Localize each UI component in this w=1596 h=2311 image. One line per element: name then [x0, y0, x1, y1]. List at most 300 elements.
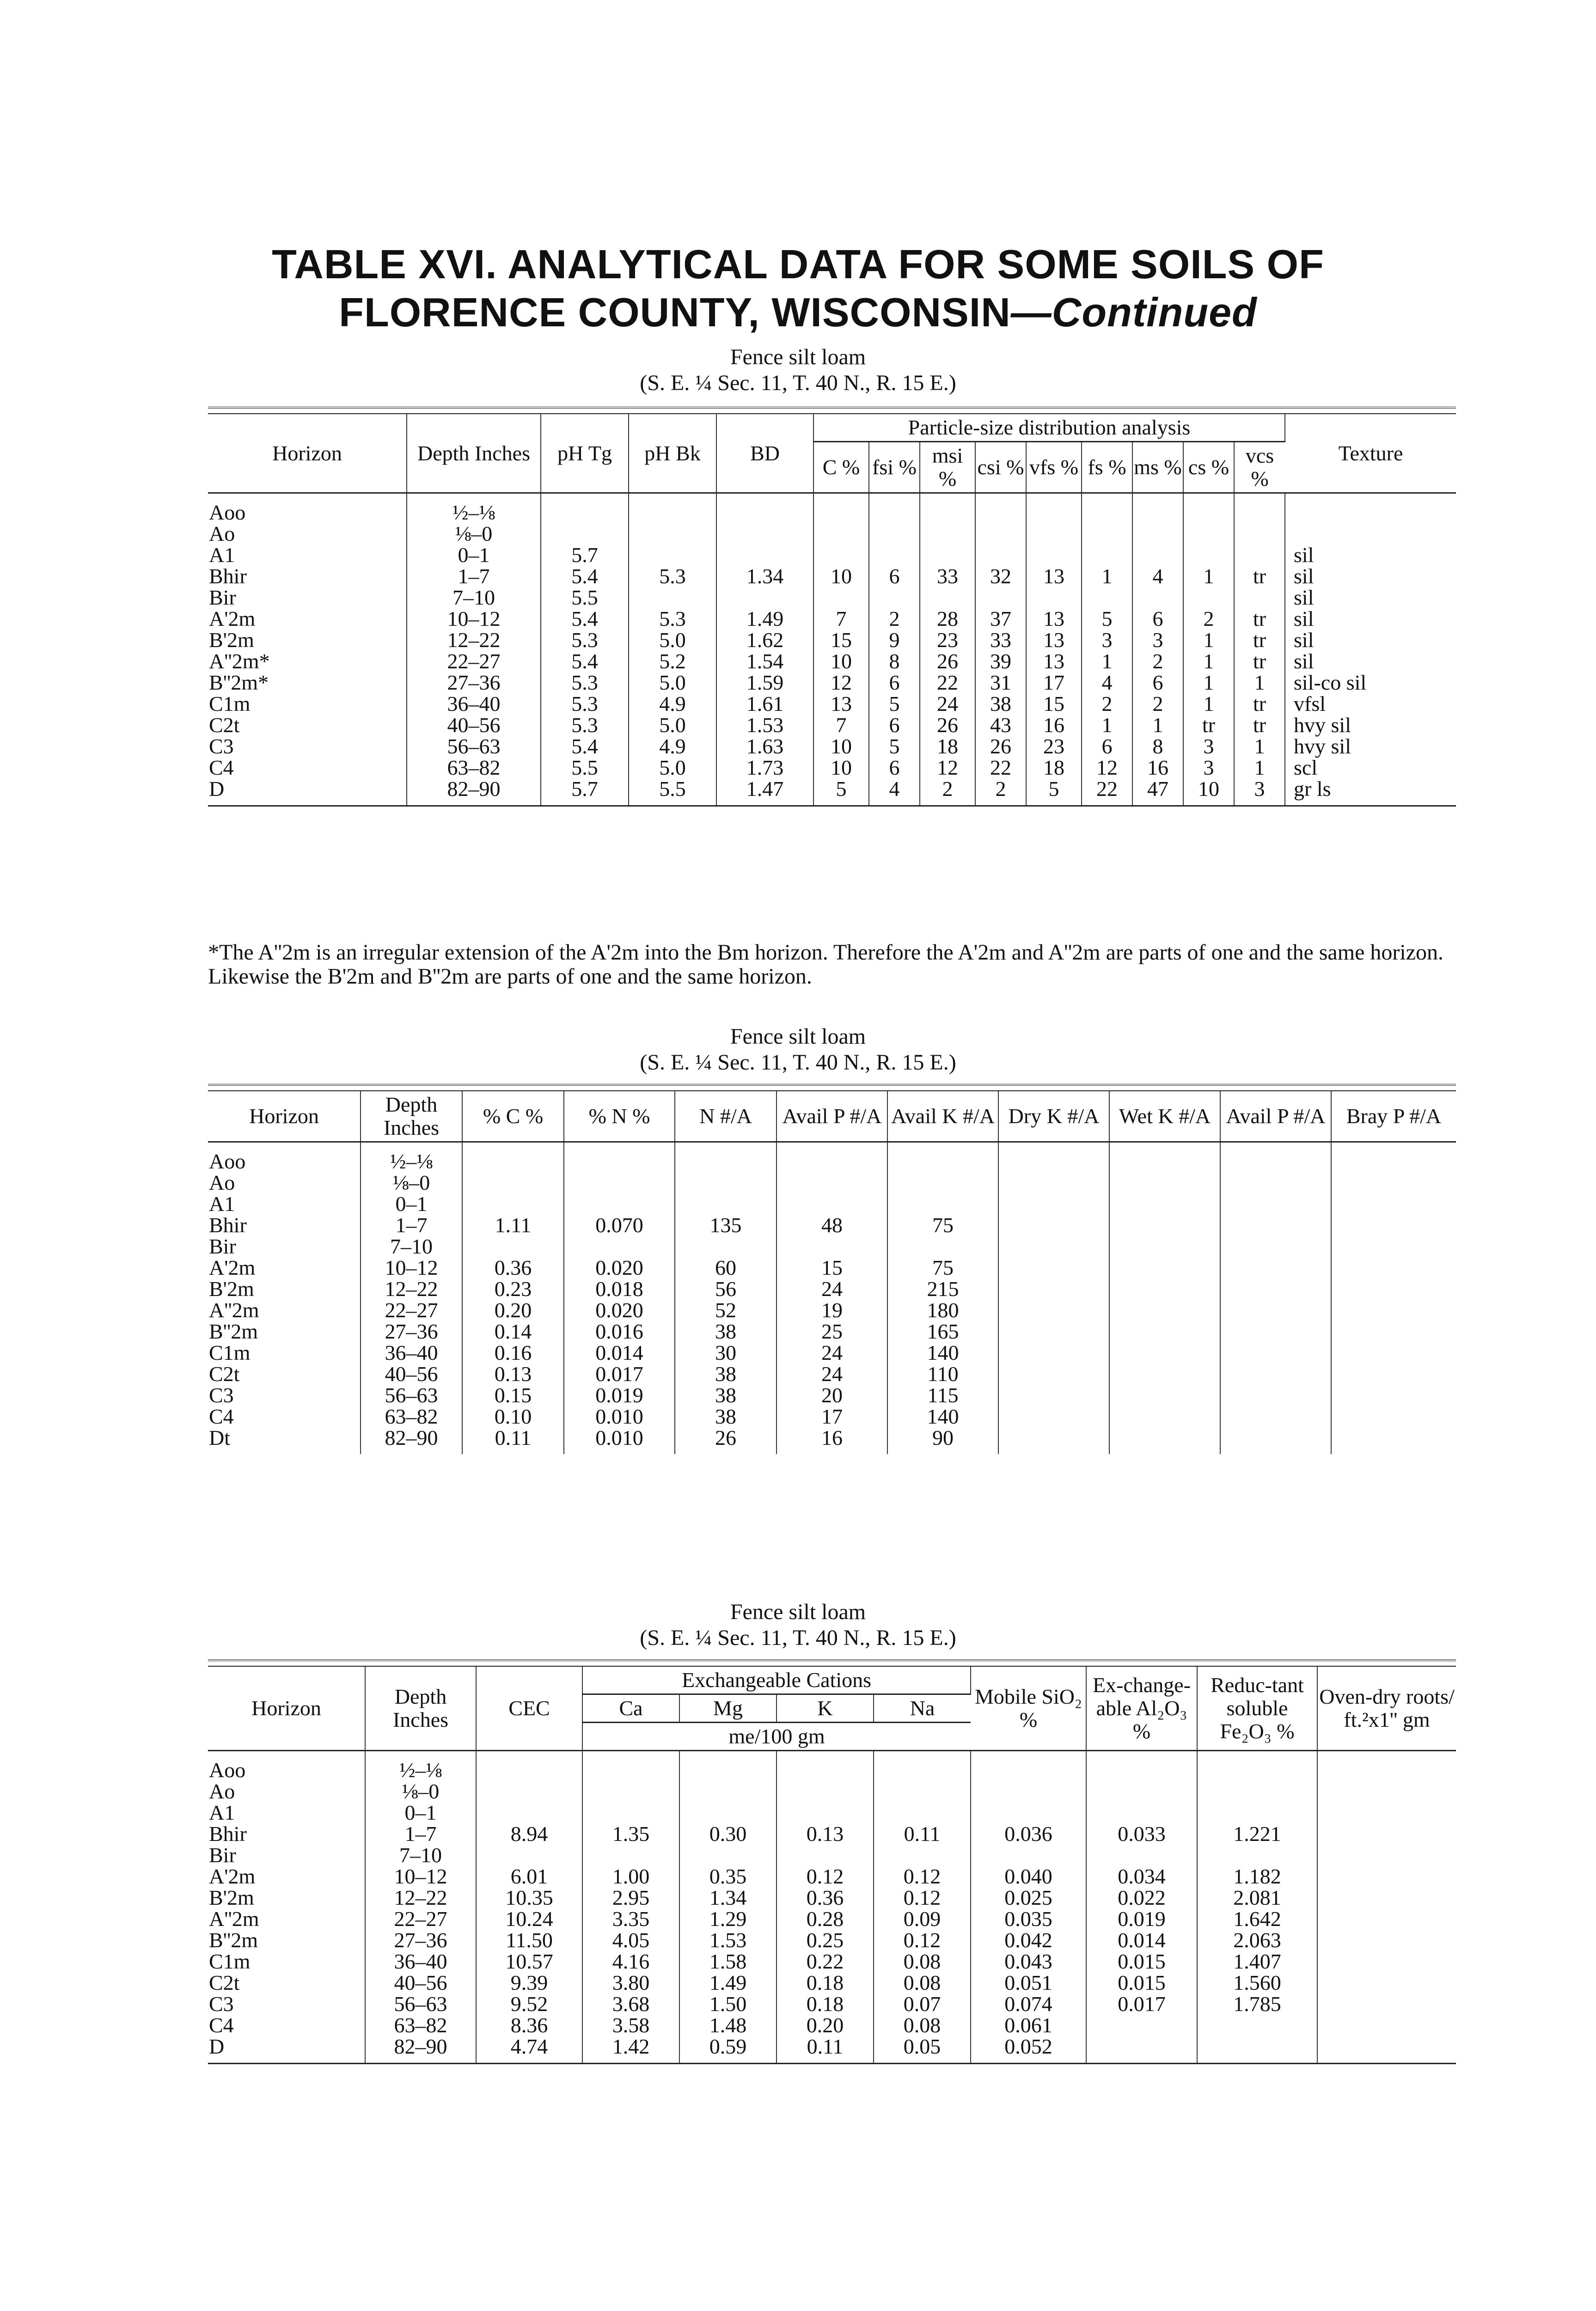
table-row	[208, 1300, 1456, 1321]
empty-cell	[1109, 1427, 1220, 1454]
depth-cell: 63–82	[407, 757, 541, 778]
vfs-cell: 18	[1026, 757, 1082, 778]
percent-c-cell: 0.13	[462, 1363, 564, 1385]
empty-cell	[1317, 1887, 1456, 1908]
depth-cell: 36–40	[361, 1342, 462, 1363]
header-c: C %	[813, 442, 869, 493]
horizon-cell: Bhir	[208, 566, 407, 587]
header-horizon: Horizon	[208, 1091, 361, 1142]
ph-tg-cell: 5.4	[541, 566, 629, 587]
vfs-cell: 5	[1026, 778, 1082, 805]
msi-cell: 24	[920, 693, 975, 715]
table-row	[208, 566, 1456, 587]
n-per-acre-cell	[675, 1236, 777, 1257]
bd-cell	[716, 523, 813, 544]
header-depth: Depth Inches	[365, 1667, 476, 1751]
table3-section	[208, 1659, 1456, 2064]
horizon-cell: C1m	[208, 693, 407, 715]
table-row	[208, 1951, 1456, 1972]
horizon-cell: Dt	[208, 1427, 361, 1454]
al2o3-cell: 0.014	[1086, 1930, 1197, 1951]
ms-cell: 2	[1132, 651, 1183, 672]
cs-cell: 1	[1183, 672, 1234, 693]
header-percent-c: % C %	[462, 1091, 564, 1142]
depth-cell: 0–1	[365, 1802, 476, 1823]
al2o3-cell: 0.015	[1086, 1951, 1197, 1972]
vfs-cell: 13	[1026, 566, 1082, 587]
horizon-cell: B'2m	[208, 1887, 365, 1908]
empty-cell	[998, 1385, 1109, 1406]
horizon-cell: C2t	[208, 1972, 365, 1993]
sio2-cell: 0.074	[971, 1993, 1086, 2015]
percent-n-cell: 0.020	[564, 1257, 675, 1278]
header-units: me/100 gm	[582, 1723, 971, 1751]
ms-cell: 6	[1132, 672, 1183, 693]
header-exchangeable-cations: Exchangeable Cations	[582, 1667, 971, 1694]
avail-p-cell: 24	[777, 1342, 887, 1363]
table-row	[208, 778, 1456, 805]
table-row	[208, 672, 1456, 693]
sio2-cell: 0.040	[971, 1866, 1086, 1887]
table-row	[208, 651, 1456, 672]
avail-p-cell: 15	[777, 1257, 887, 1278]
ms-cell	[1132, 544, 1183, 566]
ms-cell: 2	[1132, 693, 1183, 715]
header-vfs: vfs %	[1026, 442, 1082, 493]
mg-cell: 0.59	[679, 2036, 777, 2063]
depth-cell: 40–56	[365, 1972, 476, 1993]
vcs-cell: tr	[1234, 715, 1285, 736]
avail-k-cell: 215	[887, 1278, 998, 1300]
na-cell: 0.09	[874, 1908, 971, 1930]
header-roots: Oven-dry roots/ ft.²x1'' gm	[1317, 1667, 1456, 1751]
cs-cell	[1183, 523, 1234, 544]
empty-cell	[1109, 1172, 1220, 1193]
csi-cell: 37	[975, 608, 1026, 630]
table2-section	[208, 1084, 1456, 1454]
na-cell: 0.12	[874, 1887, 971, 1908]
clay-cell	[813, 523, 869, 544]
ph-tg-cell: 5.4	[541, 651, 629, 672]
table-row	[208, 757, 1456, 778]
empty-cell	[1317, 1751, 1456, 1781]
header-ms: ms %	[1132, 442, 1183, 493]
ph-tg-cell: 5.7	[541, 544, 629, 566]
header-n: N #/A	[675, 1091, 777, 1142]
header-avail-k: Avail K #/A	[887, 1091, 998, 1142]
cec-cell: 9.39	[476, 1972, 582, 1993]
depth-cell: 7–10	[365, 1845, 476, 1866]
header-reductant-fe2o3: Reduc-tant soluble Fe₂O₃ %	[1197, 1667, 1317, 1751]
ph-bk-cell: 4.9	[629, 693, 716, 715]
cs-cell: 1	[1183, 651, 1234, 672]
header-fs: fs %	[1082, 442, 1132, 493]
horizon-cell: A1	[208, 1193, 361, 1215]
horizon-cell: C4	[208, 2015, 365, 2036]
empty-cell	[1331, 1142, 1456, 1173]
empty-cell	[1220, 1215, 1331, 1236]
fsi-cell	[869, 587, 920, 608]
table-row	[208, 1751, 1456, 1781]
mg-cell	[679, 1781, 777, 1802]
empty-cell	[1220, 1142, 1331, 1173]
ca-cell: 3.35	[582, 1908, 679, 1930]
fe2o3-cell: 2.063	[1197, 1930, 1317, 1951]
ph-bk-cell	[629, 544, 716, 566]
empty-cell	[1331, 1300, 1456, 1321]
csi-cell	[975, 523, 1026, 544]
avail-k-cell	[887, 1236, 998, 1257]
percent-n-cell: 0.014	[564, 1342, 675, 1363]
vcs-cell	[1234, 544, 1285, 566]
clay-cell: 13	[813, 693, 869, 715]
k-cell: 0.18	[777, 1993, 874, 2015]
texture-cell: hvy sil	[1294, 713, 1351, 737]
csi-cell	[975, 587, 1026, 608]
empty-cell	[998, 1236, 1109, 1257]
horizon-cell: B'2m	[208, 630, 407, 651]
ms-cell	[1132, 493, 1183, 524]
vfs-cell: 17	[1026, 672, 1082, 693]
table-row	[208, 1993, 1456, 2015]
horizon-cell: C4	[208, 757, 407, 778]
table-row	[208, 1172, 1456, 1193]
ms-cell: 1	[1132, 715, 1183, 736]
n-per-acre-cell: 30	[675, 1342, 777, 1363]
empty-cell	[998, 1193, 1109, 1215]
table-row	[208, 1278, 1456, 1300]
sio2-cell: 0.042	[971, 1930, 1086, 1951]
horizon-cell: A''2m	[208, 1908, 365, 1930]
bd-cell: 1.54	[716, 651, 813, 672]
table-row	[208, 1972, 1456, 1993]
n-per-acre-cell	[675, 1193, 777, 1215]
depth-cell: 27–36	[407, 672, 541, 693]
table-row	[208, 493, 1456, 524]
fs-cell	[1082, 493, 1132, 524]
empty-cell	[1331, 1406, 1456, 1427]
clay-cell: 10	[813, 736, 869, 757]
sio2-cell: 0.043	[971, 1951, 1086, 1972]
empty-cell	[1109, 1278, 1220, 1300]
fs-cell: 2	[1082, 693, 1132, 715]
fs-cell	[1082, 523, 1132, 544]
al2o3-cell	[1086, 2036, 1197, 2063]
n-per-acre-cell: 38	[675, 1385, 777, 1406]
fsi-cell: 5	[869, 736, 920, 757]
msi-cell: 18	[920, 736, 975, 757]
depth-cell: 1–7	[365, 1823, 476, 1845]
cs-cell	[1183, 544, 1234, 566]
k-cell	[777, 1751, 874, 1781]
clay-cell: 5	[813, 778, 869, 805]
horizon-cell: Ao	[208, 1172, 361, 1193]
avail-p-cell: 48	[777, 1215, 887, 1236]
avail-p-cell	[777, 1142, 887, 1173]
vcs-cell	[1234, 587, 1285, 608]
depth-cell: ½–⅛	[407, 493, 541, 524]
avail-k-cell	[887, 1172, 998, 1193]
percent-n-cell: 0.020	[564, 1300, 675, 1321]
bd-cell: 1.73	[716, 757, 813, 778]
horizon-cell: B''2m*	[208, 672, 407, 693]
fs-cell	[1082, 587, 1132, 608]
fe2o3-cell	[1197, 1802, 1317, 1823]
k-cell: 0.12	[777, 1866, 874, 1887]
ms-cell: 4	[1132, 566, 1183, 587]
avail-p-cell: 16	[777, 1427, 887, 1454]
table-row	[208, 1236, 1456, 1257]
ms-cell: 47	[1132, 778, 1183, 805]
csi-cell: 2	[975, 778, 1026, 805]
cec-cell: 9.52	[476, 1993, 582, 2015]
horizon-cell: A''2m	[208, 1300, 361, 1321]
empty-cell	[1109, 1300, 1220, 1321]
percent-c-cell: 0.10	[462, 1406, 564, 1427]
ph-bk-cell: 5.0	[629, 672, 716, 693]
cs-cell: 10	[1183, 778, 1234, 805]
horizon-cell: C4	[208, 1406, 361, 1427]
msi-cell: 26	[920, 651, 975, 672]
percent-c-cell: 0.15	[462, 1385, 564, 1406]
ph-bk-cell: 5.2	[629, 651, 716, 672]
horizon-cell: C3	[208, 736, 407, 757]
table1-section	[208, 407, 1456, 807]
empty-cell	[1220, 1342, 1331, 1363]
empty-cell	[998, 1142, 1109, 1173]
table-row	[208, 1908, 1456, 1930]
n-per-acre-cell: 38	[675, 1321, 777, 1342]
nutrient-table	[208, 1091, 1456, 1454]
horizon-cell: C1m	[208, 1342, 361, 1363]
al2o3-cell: 0.034	[1086, 1866, 1197, 1887]
empty-cell	[1317, 1908, 1456, 1930]
percent-c-cell	[462, 1236, 564, 1257]
depth-cell: 1–7	[361, 1215, 462, 1236]
table-row	[208, 630, 1456, 651]
empty-cell	[1331, 1342, 1456, 1363]
fs-cell: 4	[1082, 672, 1132, 693]
k-cell	[777, 1845, 874, 1866]
header-ca: Ca	[582, 1694, 679, 1723]
avail-p-cell	[777, 1172, 887, 1193]
mg-cell: 1.53	[679, 1930, 777, 1951]
depth-cell: 40–56	[407, 715, 541, 736]
table-row	[208, 1887, 1456, 1908]
clay-cell	[813, 587, 869, 608]
na-cell: 0.12	[874, 1930, 971, 1951]
avail-k-cell: 75	[887, 1215, 998, 1236]
mg-cell: 0.30	[679, 1823, 777, 1845]
ph-tg-cell: 5.5	[541, 757, 629, 778]
percent-n-cell	[564, 1193, 675, 1215]
ca-cell: 3.58	[582, 2015, 679, 2036]
empty-cell	[1220, 1406, 1331, 1427]
table-row	[208, 523, 1456, 544]
bd-cell: 1.49	[716, 608, 813, 630]
percent-c-cell: 1.11	[462, 1215, 564, 1236]
percent-n-cell: 0.016	[564, 1321, 675, 1342]
table3-caption	[0, 1599, 1596, 1651]
empty-cell	[1317, 1823, 1456, 1845]
header-ph-bk: pH Bk	[629, 414, 716, 493]
n-per-acre-cell: 38	[675, 1406, 777, 1427]
sio2-cell: 0.036	[971, 1823, 1086, 1845]
horizon-cell: Aoo	[208, 493, 407, 524]
k-cell: 0.25	[777, 1930, 874, 1951]
table-row	[208, 1427, 1456, 1454]
ph-bk-cell: 5.0	[629, 630, 716, 651]
table1-caption	[0, 344, 1596, 396]
al2o3-cell	[1086, 1781, 1197, 1802]
empty-cell	[1109, 1321, 1220, 1342]
depth-cell: ⅛–0	[361, 1172, 462, 1193]
al2o3-cell: 0.019	[1086, 1908, 1197, 1930]
al2o3-cell	[1086, 1802, 1197, 1823]
fsi-cell	[869, 493, 920, 524]
depth-cell: 27–36	[361, 1321, 462, 1342]
table-row	[208, 1802, 1456, 1823]
na-cell: 0.07	[874, 1993, 971, 2015]
cs-cell: 1	[1183, 693, 1234, 715]
bd-cell: 1.61	[716, 693, 813, 715]
empty-cell	[1317, 1930, 1456, 1951]
empty-cell	[1109, 1257, 1220, 1278]
horizon-cell: Bir	[208, 1845, 365, 1866]
mg-cell: 1.50	[679, 1993, 777, 2015]
na-cell: 0.08	[874, 1951, 971, 1972]
texture-cell: sil	[1294, 607, 1314, 630]
header-wet-k: Wet K #/A	[1109, 1091, 1220, 1142]
empty-cell	[1220, 1172, 1331, 1193]
depth-cell: 63–82	[365, 2015, 476, 2036]
fsi-cell: 6	[869, 672, 920, 693]
empty-cell	[1220, 1363, 1331, 1385]
table-row	[208, 1385, 1456, 1406]
csi-cell: 39	[975, 651, 1026, 672]
table2-caption	[0, 1024, 1596, 1076]
bd-cell	[716, 544, 813, 566]
table-row	[208, 1406, 1456, 1427]
horizon-cell: C2t	[208, 715, 407, 736]
vfs-cell	[1026, 587, 1082, 608]
horizon-cell: B''2m	[208, 1321, 361, 1342]
csi-cell	[975, 544, 1026, 566]
texture-cell: sil-co sil	[1294, 671, 1367, 694]
msi-cell: 26	[920, 715, 975, 736]
fsi-cell: 4	[869, 778, 920, 805]
fsi-cell	[869, 544, 920, 566]
msi-cell: 23	[920, 630, 975, 651]
empty-cell	[1220, 1193, 1331, 1215]
cec-cell: 8.36	[476, 2015, 582, 2036]
table-row	[208, 1363, 1456, 1385]
csi-cell: 43	[975, 715, 1026, 736]
header-particle-size: Particle-size distribution analysis	[813, 414, 1285, 442]
k-cell: 0.28	[777, 1908, 874, 1930]
title-line-1: TABLE XVI. ANALYTICAL DATA FOR SOME SOILS OF	[272, 241, 1324, 287]
depth-cell: 56–63	[365, 1993, 476, 2015]
fsi-cell: 6	[869, 757, 920, 778]
percent-n-cell	[564, 1172, 675, 1193]
csi-cell: 38	[975, 693, 1026, 715]
ph-tg-cell: 5.3	[541, 672, 629, 693]
ca-cell: 4.16	[582, 1951, 679, 1972]
n-per-acre-cell: 52	[675, 1300, 777, 1321]
caption-location: (S. E. ¼ Sec. 11, T. 40 N., R. 15 E.)	[640, 1050, 956, 1075]
csi-cell: 33	[975, 630, 1026, 651]
cs-cell: 3	[1183, 736, 1234, 757]
texture-cell: hvy sil	[1294, 734, 1351, 758]
percent-c-cell: 0.20	[462, 1300, 564, 1321]
title-line-2a: FLORENCE COUNTY, WISCONSIN	[339, 289, 1011, 335]
clay-cell: 10	[813, 651, 869, 672]
texture-cell: gr ls	[1294, 777, 1331, 801]
depth-cell: 36–40	[407, 693, 541, 715]
mg-cell	[679, 1751, 777, 1781]
ca-cell: 3.68	[582, 1993, 679, 2015]
vfs-cell	[1026, 544, 1082, 566]
caption-location: (S. E. ¼ Sec. 11, T. 40 N., R. 15 E.)	[640, 1626, 956, 1650]
n-per-acre-cell: 60	[675, 1257, 777, 1278]
empty-cell	[1317, 1781, 1456, 1802]
al2o3-cell: 0.017	[1086, 1993, 1197, 2015]
title-line-2	[0, 288, 1596, 336]
table-row	[208, 1215, 1456, 1236]
bd-cell	[716, 587, 813, 608]
table-row	[208, 1321, 1456, 1342]
horizon-cell: Aoo	[208, 1142, 361, 1173]
header-msi: msi %	[920, 442, 975, 493]
n-per-acre-cell: 135	[675, 1215, 777, 1236]
clay-cell	[813, 493, 869, 524]
avail-k-cell: 140	[887, 1342, 998, 1363]
empty-cell	[1109, 1193, 1220, 1215]
clay-cell: 7	[813, 715, 869, 736]
depth-cell: 22–27	[361, 1300, 462, 1321]
header-depth: Depth Inches	[407, 414, 541, 493]
table-row	[208, 1342, 1456, 1363]
horizon-cell: D	[208, 778, 407, 805]
al2o3-cell: 0.022	[1086, 1887, 1197, 1908]
avail-p-cell: 25	[777, 1321, 887, 1342]
sio2-cell: 0.025	[971, 1887, 1086, 1908]
horizon-cell: C2t	[208, 1363, 361, 1385]
fs-cell: 1	[1082, 566, 1132, 587]
na-cell	[874, 1802, 971, 1823]
depth-cell: ½–⅛	[365, 1751, 476, 1781]
fs-cell	[1082, 544, 1132, 566]
na-cell	[874, 1751, 971, 1781]
texture-cell: sil	[1294, 628, 1314, 652]
fsi-cell: 6	[869, 715, 920, 736]
cec-cell: 11.50	[476, 1930, 582, 1951]
csi-cell: 22	[975, 757, 1026, 778]
texture-cell: sil	[1294, 649, 1314, 673]
ph-tg-cell: 5.4	[541, 608, 629, 630]
depth-cell: 22–27	[365, 1908, 476, 1930]
k-cell: 0.36	[777, 1887, 874, 1908]
mg-cell: 0.35	[679, 1866, 777, 1887]
bd-cell: 1.34	[716, 566, 813, 587]
fs-cell: 1	[1082, 715, 1132, 736]
empty-cell	[1331, 1363, 1456, 1385]
cec-cell: 10.57	[476, 1951, 582, 1972]
empty-cell	[998, 1321, 1109, 1342]
table-row	[208, 1866, 1456, 1887]
sio2-cell	[971, 1845, 1086, 1866]
na-cell: 0.08	[874, 1972, 971, 1993]
